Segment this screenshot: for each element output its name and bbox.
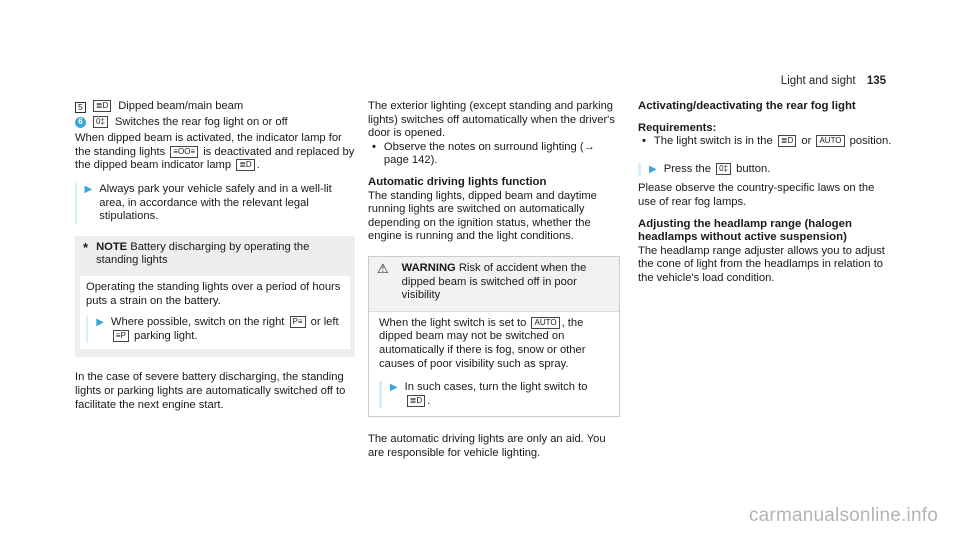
warning-label: WARNING	[401, 261, 456, 274]
section-heading: Automatic driving lights function	[368, 175, 547, 188]
bullet-item	[642, 135, 893, 149]
text: In such cases, turn the light switch to	[404, 381, 588, 394]
note-label: NOTE	[96, 240, 128, 253]
warning-body	[369, 311, 619, 417]
text: position.	[849, 135, 892, 148]
legend-item-6	[75, 116, 355, 130]
action-arrow-icon: ▶	[649, 163, 657, 175]
bullet-text: Observe the notes on surround lighting (→ page 142).	[383, 140, 595, 167]
requirements-label: Requirements:	[638, 121, 717, 134]
action-bar	[379, 381, 382, 408]
rear-fog-light-icon: 0‡	[93, 116, 108, 128]
paragraph: The automatic driving lights are only an aid. You are responsible for vehicle lighting.	[368, 433, 606, 459]
action-bar	[638, 163, 641, 177]
left-parking-light-icon: ≡P	[113, 330, 129, 342]
warning-box	[368, 256, 620, 417]
text: The light switch is in the	[653, 135, 773, 148]
dipped-beam-icon: ≣D	[778, 135, 796, 147]
right-parking-light-icon: P≡	[290, 316, 306, 328]
auto-light-icon: AUTO	[531, 317, 559, 329]
action-arrow-icon: ▶	[96, 317, 104, 329]
note-icon: *	[83, 239, 89, 255]
dipped-beam-icon: ≣D	[407, 395, 425, 407]
legend-text-5: Dipped beam/main beam	[118, 100, 244, 112]
text: , the dipped beam may not be switched on automatically if there is fog, snow or other causes of poor visibility such as spray.	[379, 316, 586, 370]
text: When dipped beam is activated, the indicator lamp for the standing lights	[75, 132, 342, 158]
page-number: 135	[866, 75, 886, 87]
watermark: carmanualsonline.info	[748, 505, 938, 527]
text: .	[256, 159, 260, 172]
text: Where possible, switch on the right	[110, 316, 285, 329]
bullet-dot-icon: •	[642, 135, 646, 148]
auto-light-icon: AUTO	[816, 135, 844, 147]
action-arrow-icon: ▶	[389, 382, 398, 394]
page-header	[781, 75, 886, 89]
paragraph: The standing lights, dipped beam and daytime running lights are switched on automatically depending on the ignition status, whether the engine is running and the light conditions.	[368, 189, 597, 243]
text: or	[801, 135, 812, 148]
item-number-6: 6	[75, 117, 86, 128]
section-title: Light and sight	[780, 75, 856, 87]
note-box	[75, 236, 355, 358]
action-step	[86, 316, 344, 343]
note-title: Battery discharging by operating the standing lights	[96, 240, 310, 267]
item-number-5: 5	[75, 102, 86, 113]
standing-lights-icon: ≡OO≡	[170, 146, 198, 158]
paragraph: The headlamp range adjuster allows you to adjust the cone of light from the headlamps in relation to the vehicle's load condition.	[638, 244, 885, 284]
column-2	[368, 100, 620, 460]
paragraph	[75, 132, 355, 173]
paragraph: In the case of severe battery discharging, the standing lights or parking lights are automatically switched off to facilitate the next engine start.	[75, 371, 346, 411]
action-arrow-icon: ▶	[84, 183, 93, 195]
warning-header	[377, 262, 611, 303]
dipped-beam-icon: ≣D	[236, 159, 254, 171]
column-1	[75, 100, 355, 412]
action-bar	[86, 316, 88, 343]
note-body	[80, 276, 350, 349]
note-header	[83, 241, 347, 268]
note-text: Operating the standing lights over a period of hours puts a strain on the battery.	[86, 280, 341, 307]
text: is deactivated and replaced by the dipped beam indicator lamp	[75, 145, 355, 172]
paragraph: The exterior lighting (except standing and parking lights) switches off automatically when the driver's door is opened.	[368, 100, 615, 140]
action-step	[379, 381, 609, 408]
rear-fog-light-icon: 0‡	[716, 163, 731, 175]
warning-title: Risk of accident when the dipped beam is switched off in poor visibility	[401, 261, 587, 302]
section-heading: Adjusting the headlamp range (halogen headlamps without active suspension)	[638, 217, 852, 244]
action-text: Always park your vehicle safely and in a well-lit area, in accordance with the relevant legal stipulations.	[99, 182, 332, 223]
action-step	[75, 183, 355, 224]
warning-triangle-icon: ⚠	[377, 260, 389, 276]
warning-text	[379, 317, 609, 371]
bullet-item	[372, 141, 620, 168]
action-bar	[75, 183, 77, 224]
text: Press the	[663, 162, 711, 175]
bullet-dot-icon: •	[372, 140, 376, 153]
section-heading: Activating/deactivating the rear fog light	[638, 100, 856, 112]
dipped-beam-icon: ≣D	[93, 100, 111, 112]
text: .	[427, 394, 431, 407]
text: button.	[736, 162, 771, 175]
text: or left	[310, 316, 339, 329]
legend-item-5	[75, 100, 355, 114]
paragraph: Please observe the country-specific laws on the use of rear fog lamps.	[638, 182, 875, 208]
legend-text-6: Switches the rear fog light on or off	[114, 115, 288, 128]
column-3	[638, 100, 893, 286]
text: parking light.	[134, 329, 198, 342]
action-step	[638, 163, 893, 177]
text: When the light switch is set to	[379, 316, 527, 329]
